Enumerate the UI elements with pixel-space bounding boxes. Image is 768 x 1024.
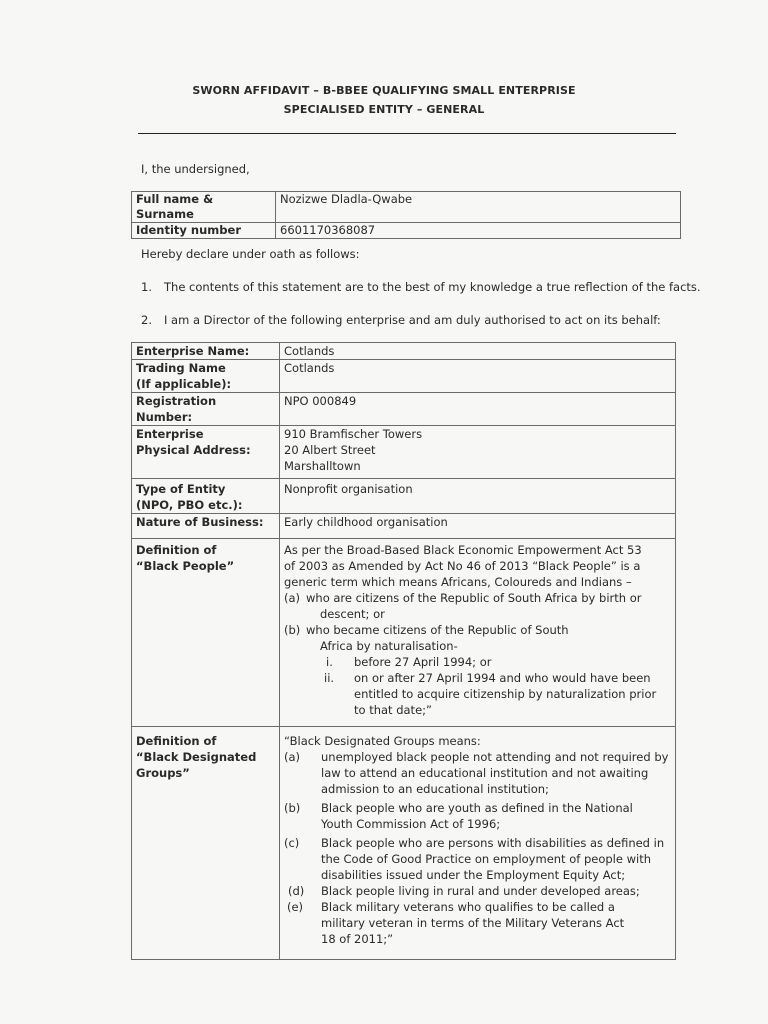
table-row <box>132 223 681 239</box>
table-row <box>132 426 676 479</box>
nature-value: Early childhood organisation <box>280 514 676 539</box>
declare-text: Hereby declare under oath as follows: <box>141 247 360 261</box>
statement-text: The contents of this statement are to the best of my knowledge a true reflection of the facts. <box>164 280 701 294</box>
registration-label: Registration Number: <box>132 393 280 426</box>
trading-name-label: Trading Name (If applicable): <box>132 360 280 393</box>
table-row <box>132 539 676 727</box>
id-value: 6601170368087 <box>276 223 681 239</box>
name-label: Full name & Surname <box>132 192 276 223</box>
address-value: 910 Bramfischer Towers 20 Albert Street Marshalltown <box>280 426 676 479</box>
registration-value: NPO 000849 <box>280 393 676 426</box>
list-item: (a) unemployed black people not attending and not required by law to attend an educational institution and not awaiting admission to an educational institution; <box>284 750 669 796</box>
entity-type-label: Type of Entity (NPO, PBO etc.): <box>132 479 280 514</box>
document-title: SWORN AFFIDAVIT – B-BBEE QUALIFYING SMALL ENTERPRISE <box>192 84 576 97</box>
table-row <box>132 727 676 960</box>
list-item: (a) who are citizens of the Republic of South Africa by birth or descent; or <box>284 591 642 621</box>
statement-2 <box>141 313 661 327</box>
list-item: (b) Black people who are youth as defined in the National Youth Commission Act of 1996; <box>284 801 633 831</box>
enterprise-name-label: Enterprise Name: <box>132 343 280 360</box>
designated-groups-definition: “Black Designated Groups means: (a) unemployed black people not attending and not required by law to attend an educational institution and not awaiting admission to an educational institution; (b) Black people who are youth as defined in the National Youth Commission Act of 1996; (c) Black people who are persons with disabilities as defined in the Code of Good Practice on employment of people with disabilities issued under the Employment Equity Act; (d) Black people living in rural and under developed areas; (e) Black military veterans who qualifies to be called a military veteran in terms of the Military Veterans Act 18 of 2011;” <box>280 727 676 960</box>
name-value: Nozizwe Dladla-Qwabe <box>276 192 681 223</box>
statement-1 <box>141 280 701 294</box>
statement-number: 1. <box>141 280 152 294</box>
list-item: (c) Black people who are persons with disabilities as defined in the Code of Good Practice on employment of people with disabilities issued under the Employment Equity Act; <box>284 836 665 882</box>
list-item: (e) Black military veterans who qualifies to be called a military veteran in terms of the Military Veterans Act 18 of 2011;” <box>287 900 625 946</box>
table-row <box>132 192 681 223</box>
table-row <box>132 343 676 360</box>
designated-groups-label: Definition of “Black Designated Groups” <box>132 727 280 960</box>
black-people-label: Definition of “Black People” <box>132 539 280 727</box>
table-row <box>132 393 676 426</box>
table-row <box>132 479 676 514</box>
list-item: (d) Black people living in rural and under developed areas; <box>288 884 640 898</box>
entity-type-value: Nonprofit organisation <box>280 479 676 514</box>
nature-label: Nature of Business: <box>132 514 280 539</box>
address-label: Enterprise Physical Address: <box>132 426 280 479</box>
identity-table <box>131 191 681 239</box>
intro-text: I, the undersigned, <box>141 162 250 176</box>
table-row <box>132 514 676 539</box>
enterprise-table <box>131 342 676 960</box>
statement-number: 2. <box>141 313 152 327</box>
black-people-definition: As per the Broad-Based Black Economic Empowerment Act 53 of 2003 as Amended by Act No 46 of 2013 “Black People” is a generic term which means Africans, Coloureds and Indians – (a) who are citizens of the Republic of South Africa by birth or descent; or (b) who became citizens of the Republic of South Africa by naturalisation- i. before 27 April 1994; or ii. on or after 27 April 1994 and who would have been entitled to acquire citizenship by naturalization prior to that date;” <box>280 539 676 727</box>
id-label: Identity number <box>132 223 276 239</box>
document-subtitle: SPECIALISED ENTITY – GENERAL <box>283 103 485 116</box>
list-item: i. before 27 April 1994; or <box>326 655 492 669</box>
list-item: ii. on or after 27 April 1994 and who would have been entitled to acquire citizenship by naturalization prior to that date;” <box>324 671 657 717</box>
table-row <box>132 360 676 393</box>
statement-text: I am a Director of the following enterprise and am duly authorised to act on its behalf: <box>164 313 661 327</box>
title-divider <box>138 133 676 134</box>
enterprise-name-value: Cotlands <box>280 343 676 360</box>
trading-name-value: Cotlands <box>280 360 676 393</box>
list-item: (b) who became citizens of the Republic of South Africa by naturalisation- <box>284 623 569 653</box>
